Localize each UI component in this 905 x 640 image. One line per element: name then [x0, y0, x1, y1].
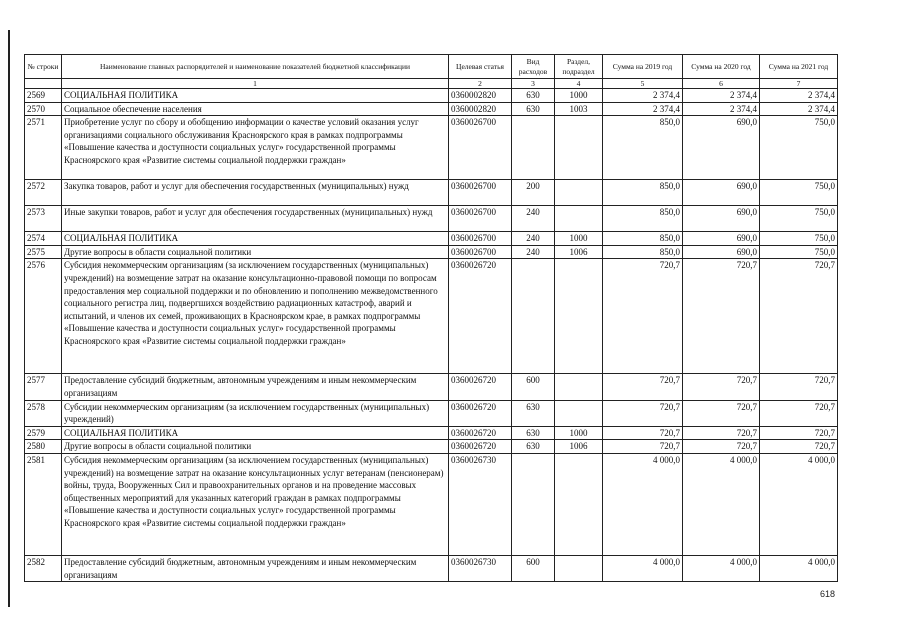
row-number: 2569	[25, 89, 62, 103]
table-row	[25, 555, 838, 581]
table-row	[25, 440, 838, 454]
amount-2021: 750,0	[760, 232, 838, 246]
expense-type	[512, 453, 555, 555]
header-sum-2019: Сумма на 2019 год	[603, 55, 683, 79]
amount-2019: 850,0	[603, 206, 683, 232]
header-sum-2020: Сумма на 2020 год	[683, 55, 760, 79]
row-name: Субсидия некоммерческим организациям (за исключением государственных (муниципальных) учреждений) на возмещение затрат на оказание консультационных услуг ветеранам (пенсионерам) войны, труда, Вооруженных Сил и правоохранительных органов и на проведение массовых общественных мероприятий для указанных категорий граждан в рамках подпрограммы «Повышение качества и доступности социальных услуг» государственной программы Красноярского края «Развитие системы социальной поддержки граждан»	[62, 453, 449, 555]
section-code: 1006	[555, 245, 603, 259]
section-code: 1003	[555, 102, 603, 116]
amount-2019: 720,7	[603, 374, 683, 400]
amount-2019: 850,0	[603, 245, 683, 259]
amount-2021: 4 000,0	[760, 555, 838, 581]
row-name: Субсидии некоммерческим организациям (за исключением государственных (муниципальных) учреждений)	[62, 400, 449, 426]
target-article: 0360026720	[449, 374, 512, 400]
expense-type: 630	[512, 89, 555, 103]
column-index: 6	[683, 79, 760, 89]
row-number: 2581	[25, 453, 62, 555]
row-name: Другие вопросы в области социальной политики	[62, 245, 449, 259]
amount-2021: 720,7	[760, 440, 838, 454]
amount-2021: 750,0	[760, 245, 838, 259]
section-code	[555, 400, 603, 426]
expense-type: 200	[512, 180, 555, 206]
row-number: 2582	[25, 555, 62, 581]
row-number: 2572	[25, 180, 62, 206]
target-article: 0360026730	[449, 453, 512, 555]
amount-2021: 2 374,4	[760, 89, 838, 103]
header-section: Раздел, подраздел	[555, 55, 603, 79]
table-row	[25, 206, 838, 232]
header-expense-type: Вид расходов	[512, 55, 555, 79]
expense-type: 630	[512, 426, 555, 440]
section-code: 1000	[555, 232, 603, 246]
section-code: 1000	[555, 426, 603, 440]
target-article: 0360026730	[449, 555, 512, 581]
column-index: 3	[512, 79, 555, 89]
row-name: СОЦИАЛЬНАЯ ПОЛИТИКА	[62, 89, 449, 103]
column-index: 1	[62, 79, 449, 89]
expense-type: 630	[512, 102, 555, 116]
table-row	[25, 245, 838, 259]
row-name: Другие вопросы в области социальной политики	[62, 440, 449, 454]
amount-2021: 750,0	[760, 180, 838, 206]
binding-margin-line	[8, 30, 10, 607]
column-index: 4	[555, 79, 603, 89]
row-number: 2571	[25, 116, 62, 180]
column-index: 2	[449, 79, 512, 89]
row-number: 2576	[25, 259, 62, 374]
header-sum-2021: Сумма на 2021 год	[760, 55, 838, 79]
table-row	[25, 259, 838, 374]
amount-2021: 720,7	[760, 374, 838, 400]
column-index-blank	[25, 79, 62, 89]
target-article: 0360002820	[449, 89, 512, 103]
page-number: 618	[820, 589, 836, 599]
amount-2020: 4 000,0	[683, 453, 760, 555]
column-index-row	[25, 79, 838, 89]
amount-2021: 4 000,0	[760, 453, 838, 555]
target-article: 0360026700	[449, 232, 512, 246]
column-index: 5	[603, 79, 683, 89]
section-code	[555, 180, 603, 206]
section-code	[555, 206, 603, 232]
row-number: 2579	[25, 426, 62, 440]
section-code	[555, 259, 603, 374]
column-index: 7	[760, 79, 838, 89]
row-name: Социальное обеспечение населения	[62, 102, 449, 116]
expense-type: 600	[512, 555, 555, 581]
row-name: СОЦИАЛЬНАЯ ПОЛИТИКА	[62, 232, 449, 246]
table-row	[25, 374, 838, 400]
section-code	[555, 374, 603, 400]
amount-2020: 4 000,0	[683, 555, 760, 581]
expense-type: 630	[512, 400, 555, 426]
amount-2019: 2 374,4	[603, 102, 683, 116]
section-code: 1006	[555, 440, 603, 454]
row-number: 2577	[25, 374, 62, 400]
amount-2020: 2 374,4	[683, 89, 760, 103]
table-row	[25, 400, 838, 426]
row-name: Приобретение услуг по сбору и обобщению информации о качестве условий оказания услуг организациями социального обслуживания Красноярского края в рамках подпрограммы «Повышение качества и доступности социальных услуг» государственной программы Красноярского края «Развитие системы социальной поддержки граждан»	[62, 116, 449, 180]
target-article: 0360026720	[449, 259, 512, 374]
amount-2019: 2 374,4	[603, 89, 683, 103]
table-row	[25, 102, 838, 116]
table-row	[25, 453, 838, 555]
amount-2020: 690,0	[683, 116, 760, 180]
amount-2020: 720,7	[683, 374, 760, 400]
amount-2021: 750,0	[760, 116, 838, 180]
amount-2020: 690,0	[683, 245, 760, 259]
amount-2020: 690,0	[683, 206, 760, 232]
amount-2021: 720,7	[760, 259, 838, 374]
amount-2019: 850,0	[603, 180, 683, 206]
expense-type	[512, 259, 555, 374]
row-name: Предоставление субсидий бюджетным, автономным учреждениям и иным некоммерческим организациям	[62, 374, 449, 400]
header-name: Наименование главных распорядителей и наименование показателей бюджетной классификации	[62, 55, 449, 79]
section-code	[555, 453, 603, 555]
row-number: 2573	[25, 206, 62, 232]
table-row	[25, 426, 838, 440]
target-article: 0360026700	[449, 206, 512, 232]
expense-type	[512, 116, 555, 180]
target-article: 0360026700	[449, 116, 512, 180]
table-row	[25, 232, 838, 246]
row-name: Предоставление субсидий бюджетным, автономным учреждениям и иным некоммерческим организациям	[62, 555, 449, 581]
budget-table	[24, 54, 838, 582]
amount-2019: 4 000,0	[603, 555, 683, 581]
amount-2019: 720,7	[603, 400, 683, 426]
amount-2019: 720,7	[603, 259, 683, 374]
target-article: 0360002820	[449, 102, 512, 116]
row-number: 2580	[25, 440, 62, 454]
row-name: Иные закупки товаров, работ и услуг для обеспечения государственных (муниципальных) нужд	[62, 206, 449, 232]
amount-2019: 850,0	[603, 232, 683, 246]
row-name: Закупка товаров, работ и услуг для обеспечения государственных (муниципальных) нужд	[62, 180, 449, 206]
amount-2020: 720,7	[683, 426, 760, 440]
target-article: 0360026700	[449, 180, 512, 206]
target-article: 0360026720	[449, 440, 512, 454]
table-row	[25, 180, 838, 206]
expense-type: 600	[512, 374, 555, 400]
amount-2019: 720,7	[603, 426, 683, 440]
row-number: 2578	[25, 400, 62, 426]
amount-2020: 690,0	[683, 232, 760, 246]
row-number: 2574	[25, 232, 62, 246]
row-name: Субсидия некоммерческим организациям (за исключением государственных (муниципальных) учреждений) на возмещение затрат на оказание консультационно-правовой помощи по вопросам предоставления мер социальной поддержки и по обновлению и пополнению межведомственного социального регистра лиц, подвергшихся воздействию радиационных катастроф, аварий и испытаний, и членов их семей, проживающих в Красноярском крае, в рамках подпрограммы «Повышение качества и доступности социальных услуг» государственной программы Красноярского края «Развитие системы социальной поддержки граждан»	[62, 259, 449, 374]
target-article: 0360026720	[449, 426, 512, 440]
expense-type: 630	[512, 440, 555, 454]
amount-2020: 2 374,4	[683, 102, 760, 116]
section-code	[555, 116, 603, 180]
expense-type: 240	[512, 245, 555, 259]
target-article: 0360026720	[449, 400, 512, 426]
amount-2020: 720,7	[683, 440, 760, 454]
amount-2019: 4 000,0	[603, 453, 683, 555]
amount-2020: 720,7	[683, 400, 760, 426]
section-code	[555, 555, 603, 581]
amount-2019: 850,0	[603, 116, 683, 180]
header-target: Целевая статья	[449, 55, 512, 79]
expense-type: 240	[512, 232, 555, 246]
table-header-row	[25, 55, 838, 79]
section-code: 1000	[555, 89, 603, 103]
amount-2020: 690,0	[683, 180, 760, 206]
table-row	[25, 89, 838, 103]
amount-2021: 2 374,4	[760, 102, 838, 116]
row-name: СОЦИАЛЬНАЯ ПОЛИТИКА	[62, 426, 449, 440]
amount-2020: 720,7	[683, 259, 760, 374]
table-row	[25, 116, 838, 180]
target-article: 0360026700	[449, 245, 512, 259]
row-number: 2575	[25, 245, 62, 259]
header-row-no: № строки	[25, 55, 62, 79]
row-number: 2570	[25, 102, 62, 116]
amount-2021: 720,7	[760, 426, 838, 440]
amount-2021: 720,7	[760, 400, 838, 426]
expense-type: 240	[512, 206, 555, 232]
amount-2019: 720,7	[603, 440, 683, 454]
amount-2021: 750,0	[760, 206, 838, 232]
